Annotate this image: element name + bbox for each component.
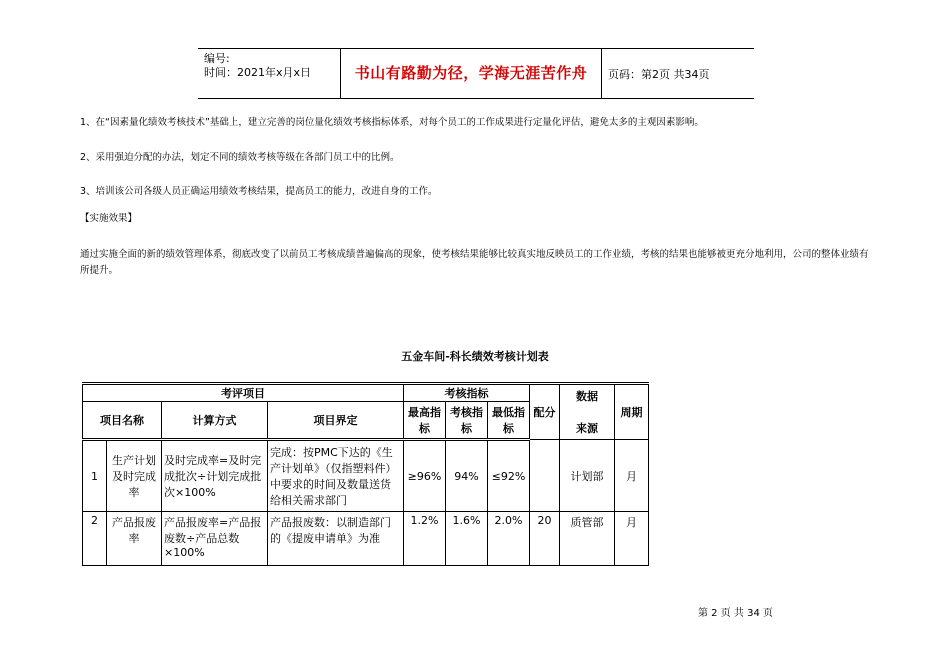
row-target: 94% xyxy=(446,440,488,512)
table-header-row xyxy=(83,384,649,402)
table-row xyxy=(83,440,649,512)
row-target: 1.6% xyxy=(446,512,488,566)
paragraph-3: 3、培训该公司各级人员正确运用绩效考核结果，提高员工的能力，改进自身的工作。 xyxy=(80,186,438,197)
paragraph-1: 1、在“因素量化绩效考核技术”基础上，建立完善的岗位量化绩效考核指标体系，对每个员工的工作成果进行定量化评估，避免太多的主观因素影响。 xyxy=(80,117,704,128)
row-item-name: 生产计划及时完成率 xyxy=(107,440,162,512)
row-score xyxy=(530,440,560,512)
row-max: ≥96% xyxy=(404,440,446,512)
header-divider xyxy=(601,49,602,98)
row-min: ≤92% xyxy=(488,440,530,512)
row-number: 1 xyxy=(83,440,107,512)
row-min: 2.0% xyxy=(488,512,530,566)
header-item-name: 项目名称 xyxy=(83,402,162,440)
header-data-source-line1: 数据 xyxy=(576,390,599,403)
page-header xyxy=(198,48,754,99)
paragraph-4: 通过实施全面的新的绩效管理体系，彻底改变了以前员工考核成绩普遍偏高的现象，使考核结果能够比较真实地反映员工的工作业绩，考核的结果也能够被更充分地利用，公司的整体业绩有所提升。 xyxy=(80,249,869,276)
number-label: 编号: xyxy=(204,52,230,65)
paragraph-2: 2、采用强迫分配的办法，划定不同的绩效考核等级在各部门员工中的比例。 xyxy=(80,152,400,163)
table-title: 五金车间-科长绩效考核计划表 xyxy=(401,350,549,363)
table-row xyxy=(83,512,649,566)
header-data-source xyxy=(560,384,615,440)
row-source: 计划部 xyxy=(560,440,615,512)
row-item-definition: 产品报废数：以制造部门的《提废申请单》为准 xyxy=(268,512,404,566)
row-item-definition: 完成：按PMC下达的《生产计划单》（仅指塑料件）中要求的时间及数量送货给相关需求部门 xyxy=(268,440,404,512)
header-min: 最低指标 xyxy=(488,402,530,440)
time-label: 时间：2021年x月x日 xyxy=(204,66,312,79)
header-cycle: 周期 xyxy=(615,384,649,440)
row-number: 2 xyxy=(83,512,107,566)
row-source: 质管部 xyxy=(560,512,615,566)
row-score: 20 xyxy=(530,512,560,566)
row-calc-method: 产品报废率=产品报废数÷产品总数×100% xyxy=(162,512,268,566)
kpi-plan-table xyxy=(82,382,649,566)
header-target: 考核指标 xyxy=(446,402,488,440)
row-calc-method: 及时完成率=及时完成批次÷计划完成批次×100% xyxy=(162,440,268,512)
row-item-name: 产品报废率 xyxy=(107,512,162,566)
row-cycle: 月 xyxy=(615,440,649,512)
header-meta xyxy=(198,49,340,98)
row-max: 1.2% xyxy=(404,512,446,566)
header-indicators: 考核指标 xyxy=(404,384,530,402)
effect-heading: 【实施效果】 xyxy=(80,213,138,224)
header-calc-method: 计算方式 xyxy=(162,402,268,440)
header-motto: 书山有路勤为径，学海无涯苦作舟 xyxy=(354,64,588,82)
header-review-items: 考评项目 xyxy=(83,384,404,402)
header-score: 配分 xyxy=(530,384,560,440)
page-footer: 第 2 页 共 34 页 xyxy=(698,608,773,619)
header-page-info: 页码：第2页 共34页 xyxy=(608,68,710,81)
row-cycle: 月 xyxy=(615,512,649,566)
header-data-source-line2: 来源 xyxy=(576,422,599,435)
header-item-definition: 项目界定 xyxy=(268,402,404,440)
header-max: 最高指标 xyxy=(404,402,446,440)
